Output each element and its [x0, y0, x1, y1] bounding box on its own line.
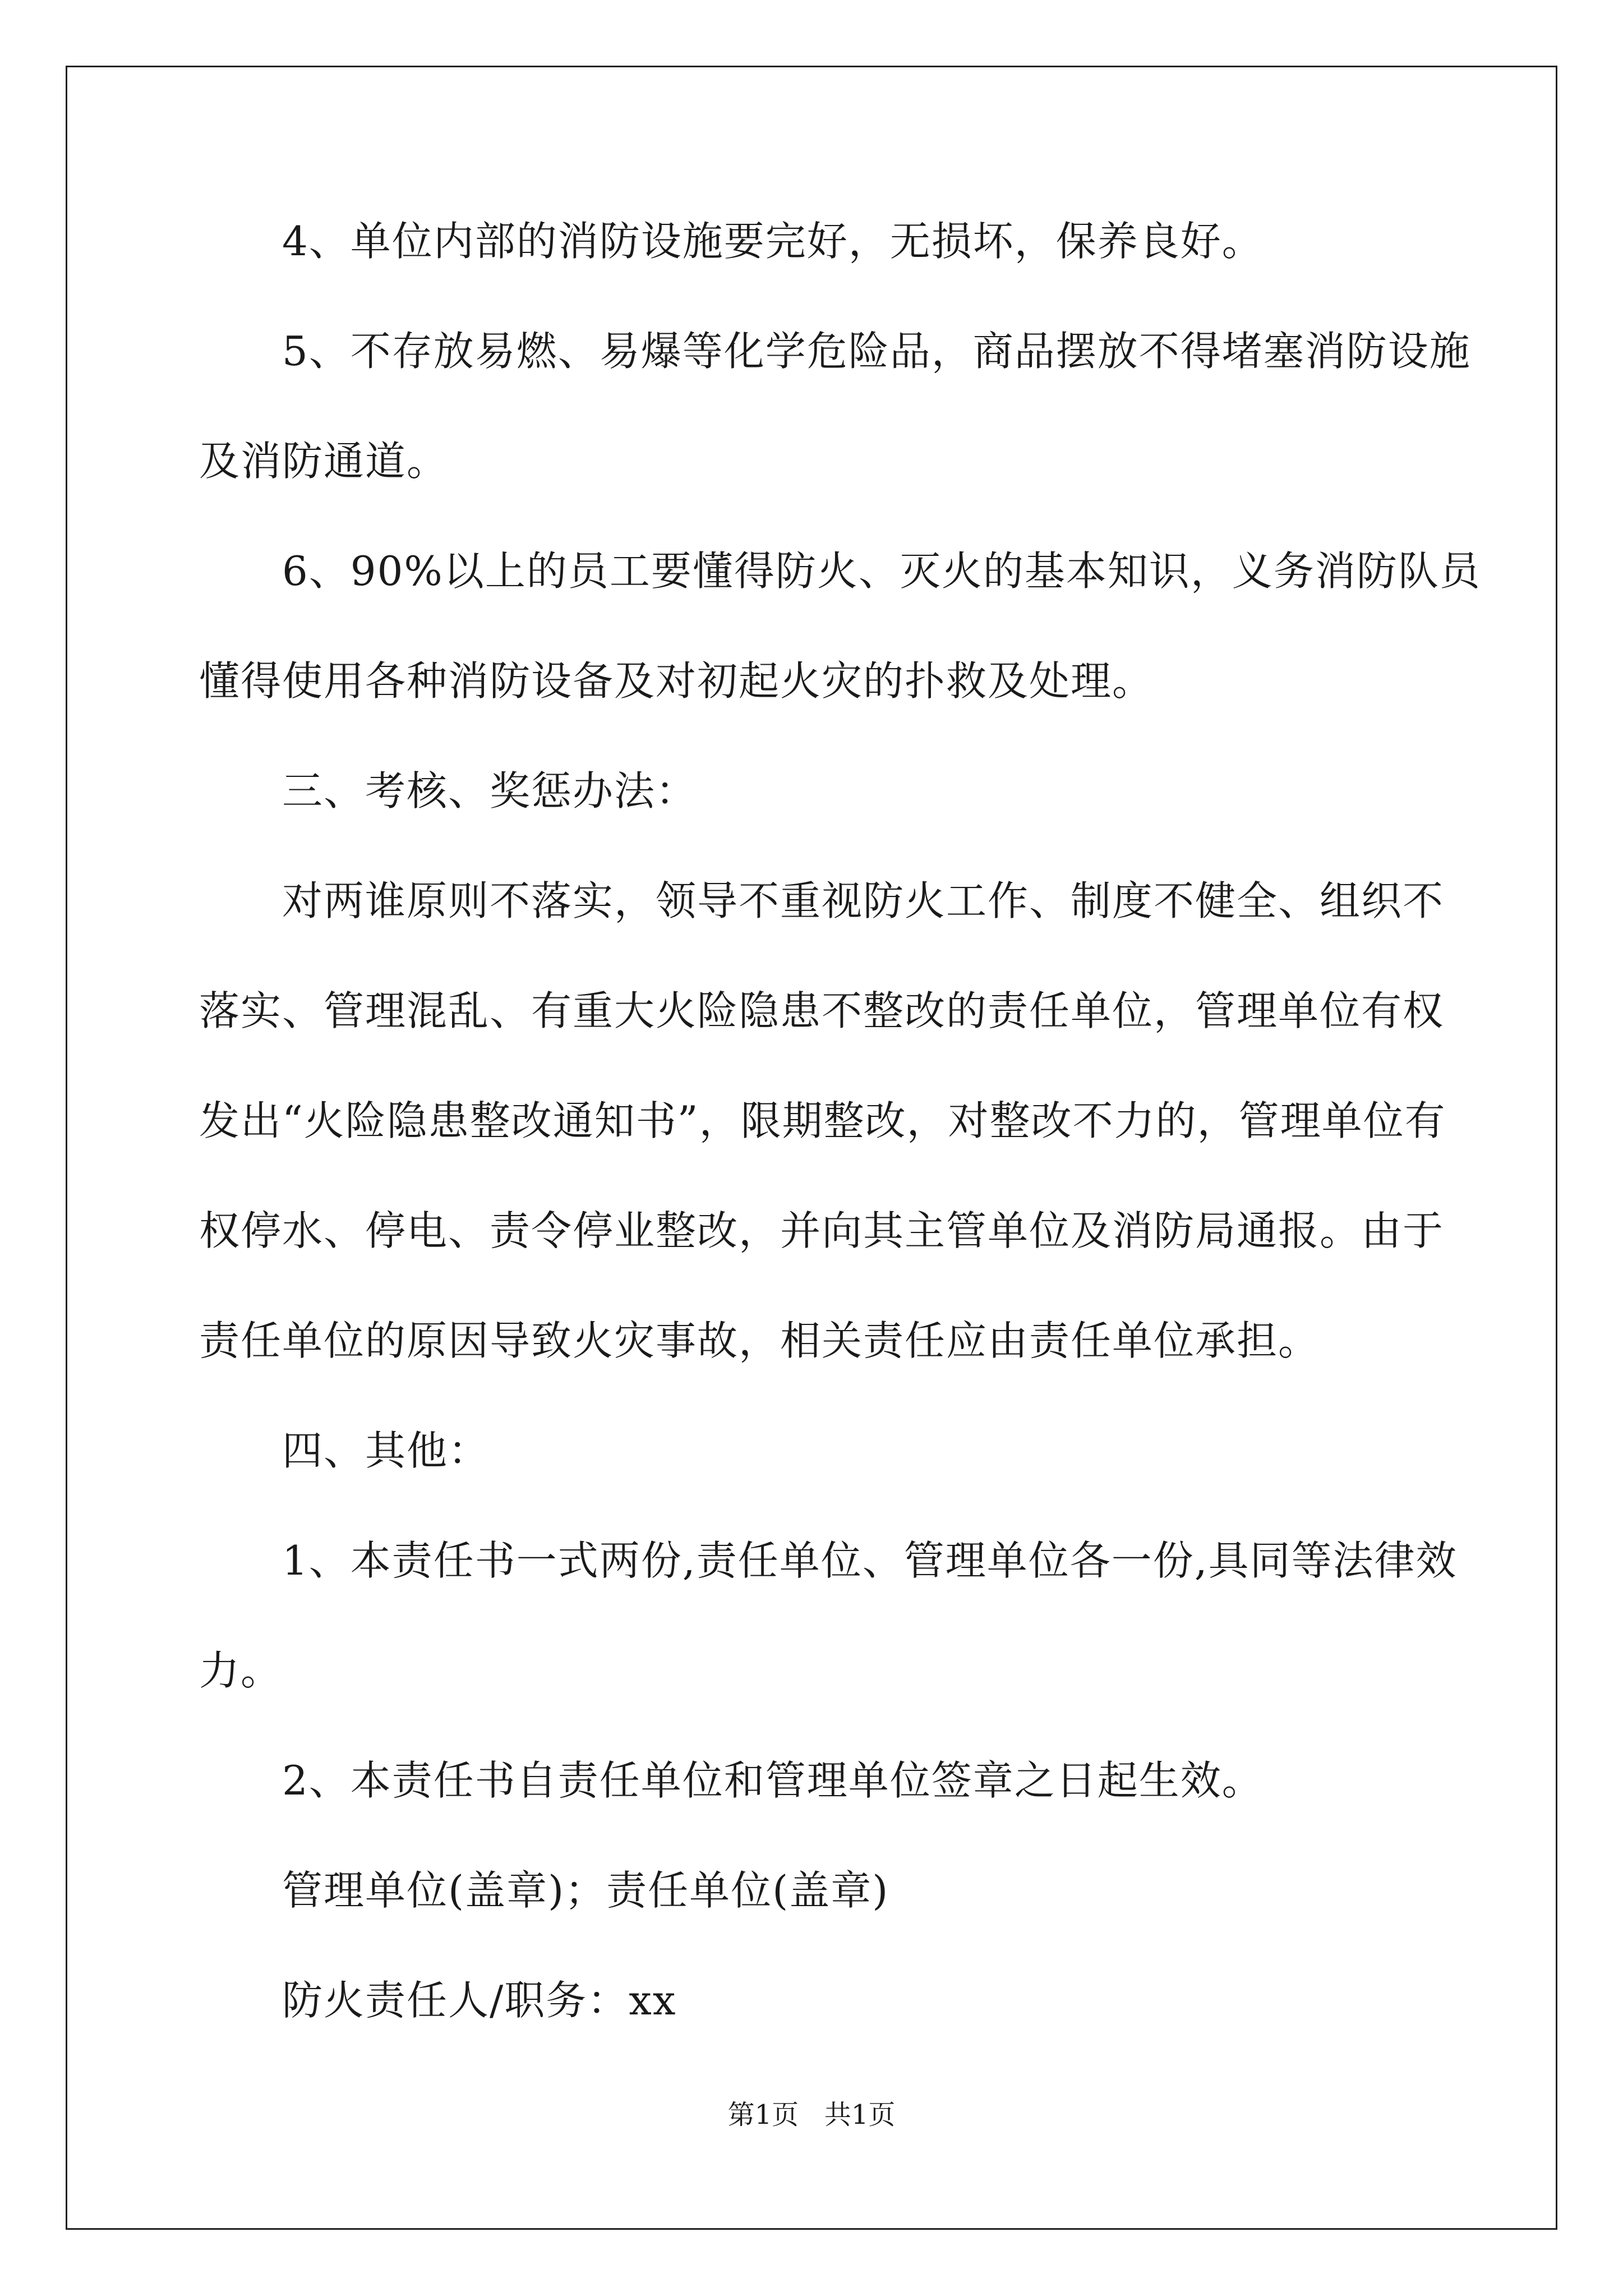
- paragraph-line: 落实、管理混乱、有重大火险隐患不整改的责任单位，管理单位有权: [199, 987, 1445, 1034]
- paragraph-line: 懂得使用各种消防设备及对初起火灾的扑救及处理。: [199, 657, 1154, 705]
- signature-line: 防火责任人/职务：xx: [282, 1977, 677, 2024]
- signature-line: 管理单位(盖章)；责任单位(盖章): [282, 1867, 889, 1914]
- paragraph-line: 责任单位的原因导致火灾事故，相关责任应由责任单位承担。: [199, 1317, 1320, 1364]
- paragraph-line: 发出“火险隐患整改通知书”，限期整改，对整改不力的，管理单位有: [199, 1097, 1446, 1144]
- paragraph-line: 4、单位内部的消防设施要完好，无损坏，保养良好。: [282, 218, 1264, 265]
- paragraph-line: 5、不存放易燃、易爆等化学危险品，商品摆放不得堵塞消防设施: [282, 328, 1471, 375]
- section-heading: 三、考核、奖惩办法：: [282, 767, 698, 815]
- paragraph-line: 2、本责任书自责任单位和管理单位签章之日起生效。: [282, 1757, 1264, 1804]
- paragraph-line: 对两谁原则不落实，领导不重视防火工作、制度不健全、组织不: [282, 877, 1445, 924]
- paragraph-line: 6、90%以上的员工要懂得防火、灭火的基本知识，义务消防队员: [282, 547, 1481, 595]
- paragraph-line: 权停水、停电、责令停业整改，并向其主管单位及消防局通报。由于: [199, 1207, 1445, 1254]
- paragraph-line: 力。: [199, 1647, 283, 1694]
- paragraph-line: 及消防通道。: [199, 438, 449, 485]
- section-heading: 四、其他：: [282, 1427, 490, 1474]
- page-number: 第1页 共1页: [727, 2099, 896, 2131]
- paragraph-line: 1、本责任书一式两份,责任单位、管理单位各一份,具同等法律效: [282, 1537, 1458, 1584]
